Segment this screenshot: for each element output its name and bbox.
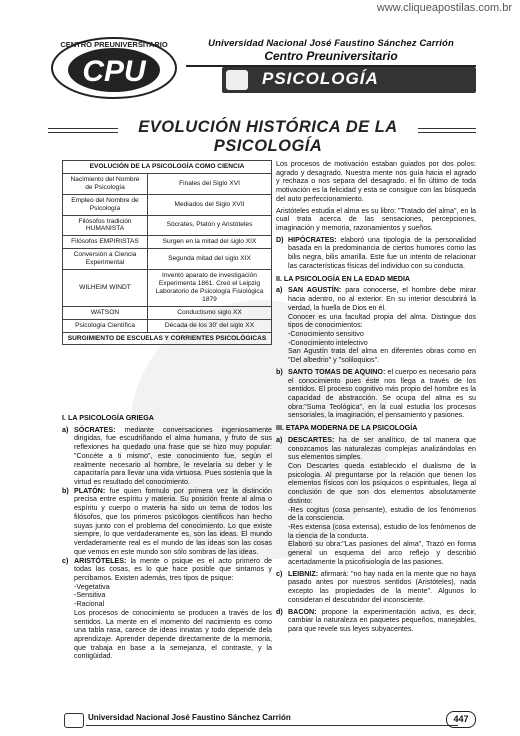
table-cell: Finales del Siglo XVI	[148, 173, 272, 194]
table-cell: Empleo del Nombre de Psicología	[63, 194, 148, 215]
item-marker: a)	[276, 435, 283, 444]
item-label: PLATÓN:	[74, 486, 106, 495]
item-text: Conocer es una facultad propia del alma. Distingue dos tipos de conocimientos:	[288, 312, 476, 330]
footer-logo-icon	[64, 713, 84, 728]
table-row	[63, 194, 272, 215]
list-item	[62, 426, 272, 487]
item-label: DESCARTES:	[288, 435, 335, 444]
table-cell: Filósofos EMPIRISTAS	[63, 236, 148, 249]
page-title-bar	[48, 118, 476, 155]
table-row	[63, 236, 272, 249]
paragraph: Los procesos de motivación estaban guiados por dos polos: agrado y desagrado. Nuestra mente nos guía hacia el agrado y rechaza o nos separa del desagrado. el fin último de toda motivación es la felicidad y esta se consigue con las búsqueda del auto perfeccionamiento.	[276, 160, 476, 203]
page-number: 447	[446, 711, 476, 728]
item-label: SANTO TOMAS DE AQUINO:	[288, 367, 386, 376]
paragraph: Aristóteles estudia el alma es su libro: "Tratado del alma", en la cual trata acerca de las sensaciones, percepciones, imaginación y memoria, razonamientos y sueños.	[276, 206, 476, 233]
item-marker: d)	[276, 607, 283, 616]
table-cell: Psicología Científica	[63, 319, 148, 332]
item-text: la mente o psique es el acto primero de todas las cosas, es lo que hace posible que sintamos y percibamos. Existen además, tres tipos de psique:	[74, 556, 273, 582]
subject-banner	[222, 67, 476, 93]
list-item	[276, 436, 476, 567]
item-marker: a)	[62, 425, 69, 434]
item-text: fue quien formulo por primera vez la distinción precisa entre espíritu y materia. Su posición frente al alma o espíritu y cuerpo o materia ha sido un tema de todos los filósofos, que los primeros psicólogos científicos han hecho suyas junto con el problema del conocimiento. Lo que existe siempre, lo que verdaderamente es, son las ideas. El mundo verdaderamente real es el mundo de las ideas son las cosas que vemos en este mundo son sólo sombras de las ideas.	[74, 486, 272, 556]
list-item	[276, 286, 476, 364]
table-cell: Conductismo siglo XX	[148, 306, 272, 319]
item-text: Elaboró su obra:"Las pasiones del alma", Trazó en forma general un esquema del arco reflejo y describió acertadamente la psicofisiología de las pasiones.	[288, 540, 476, 566]
item-label: HIPÓCRATES:	[288, 235, 337, 244]
table-cell: Década de los 30' del siglo XX	[148, 319, 272, 332]
site-url: www.cliqueapostilas.com.br	[376, 2, 512, 14]
table-cell: Nacimiento del Nombre de Psicología	[63, 173, 148, 194]
list-item	[276, 570, 476, 605]
centro-name: Centro Preuniversitario	[186, 49, 476, 67]
table-row	[63, 249, 272, 270]
table-cell: Inventó aparato de investigación Experimenta 1861. Creó el Leipzig Laboratorio de Psicología Fisiológica 1879	[148, 270, 272, 307]
psique-type: -Vegetativa	[74, 582, 110, 591]
item-text: propone la experimentación activa, es decir, cambiar la naturaleza en paquetes pequeños, manejables, para que revele sus leyes subyacentes.	[288, 607, 477, 633]
item-marker: D)	[276, 235, 284, 244]
table-cell: Conversión a Ciencia Experimental	[63, 249, 148, 270]
res-type: -Res cogitus (cosa pensante), estudio de los fenómenos de la consciencia.	[288, 505, 476, 523]
table-cell: WATSON	[63, 306, 148, 319]
list-item	[276, 368, 476, 420]
item-text: el cuerpo es necesario para el conocimiento pues éste nos llega a través de los sentidos. El proceso cognitivo más propio del hombre es la capacidad de abstracción. Se ocupa del alma es su obra:"Suma Teológica", en la cual estudia los procesos sensoriales, la imaginación, el pensamiento y pasiones.	[288, 367, 476, 420]
list-item	[276, 608, 476, 634]
subject-title: PSICOLOGÍA	[262, 69, 379, 88]
item-label: BACON:	[288, 607, 317, 616]
table-row	[63, 173, 272, 194]
item-text: mediante conversaciones ingeniosamente dirigidas, fue escudriñando el alma humana, y fruto de sus reflexiones ha quedado una frase que se hizo muy popular: "Concéte a ti mismo", este conocimiento fue, según el realmente necesario al hombre, le revelaría su deber y le capacitaría para llevar una vida virtuosa. Pues sostenía que la virtud es resultado del conocimiento.	[74, 425, 273, 487]
table-cell: Sócrates, Platón y Aristóteles	[148, 215, 272, 236]
item-label: ARISTÓTELES:	[74, 556, 127, 565]
right-column	[276, 160, 476, 634]
logo-ring-text: CENTRO PREUNIVERSITARIO	[60, 40, 168, 49]
table-cell: Mediados del Siglo XVII	[148, 194, 272, 215]
page-title: EVOLUCIÓN HISTÓRICA DE LA PSICOLOGÍA	[118, 118, 418, 156]
item-label: SÓCRATES:	[74, 425, 116, 434]
header-right	[186, 38, 476, 67]
table-row	[63, 306, 272, 319]
item-marker: b)	[276, 367, 283, 376]
table-row	[63, 215, 272, 236]
table-cell: Surgen en la mitad del siglo XIX	[148, 236, 272, 249]
table-cell: Filósofos tradición HUMANISTA	[63, 215, 148, 236]
item-text: para conocerse, el hombre debe mirar hacia adentro, no al exterior. En su interior descubrirá la verdad, la huella de Dios en él.	[288, 286, 477, 312]
section-heading: III. ETAPA MODERNA DE LA PSICOLOGÍA	[276, 424, 418, 433]
evolution-table	[62, 160, 272, 345]
item-marker: c)	[276, 569, 283, 578]
res-type: -Res extensa (cosa extensa), estudio de los fenómenos de la ciencia de la conducta.	[288, 523, 476, 540]
table-row	[63, 319, 272, 332]
page-footer	[64, 713, 476, 727]
knowledge-type: -Conocimiento intelectivo	[288, 338, 368, 347]
psique-type: -Sensitiva	[74, 591, 106, 600]
psique-type: -Racional	[74, 600, 105, 609]
item-label: LEIBNIZ:	[288, 569, 319, 578]
item-text: elaboró una tipología de la personalidad basada en la predominancia de ciertos humores como las bilis negra, bilis amarilla. Este fue un intento de relacionar las características físicas del individuo con su conducta.	[288, 235, 476, 270]
table-footer: SURGIMIENTO DE ESCUELAS Y CORRIENTES PSICOLÓGICAS	[63, 332, 272, 345]
knowledge-type: -Conocimiento sensitivo	[288, 329, 364, 338]
table-heading: EVOLUCIÓN DE LA PSICOLOGÍA COMO CIENCIA	[63, 161, 272, 174]
section-heading: I. LA PSICOLOGÍA GRIEGA	[62, 414, 154, 422]
cpu-logo	[48, 34, 180, 100]
table-row	[63, 270, 272, 307]
section-heading: II. LA PSICOLOGÍA EN LA EDAD MEDIA	[276, 274, 411, 283]
logo-cpu-text: CPU	[82, 55, 146, 88]
item-marker: a)	[276, 286, 283, 295]
item-text: Con Descartes queda establecido el dualismo de la psicología. Al preguntarse por la relación que tienen los elementos físicos con los psíquicos o espirituales, llega al conclusión de que son dos elementos absolutamente distinto:	[288, 462, 476, 505]
footer-rule	[86, 725, 458, 726]
list-item	[62, 487, 272, 557]
list-item	[276, 236, 476, 271]
university-name: Universidad Nacional José Faustino Sánchez Carrión	[208, 38, 454, 49]
item-marker: c)	[62, 556, 69, 565]
item-text: afirmará: "no hay nada en la mente que no haya pasado antes por nuestros sentidos (Aristóteles), nada excepto las propiedades de la mente". Algunos lo consideran el descubridor del inconsciente.	[288, 569, 476, 604]
table-cell: WILHEIM WINDT	[63, 270, 148, 307]
item-label: SAN AGUSTÍN:	[288, 286, 342, 295]
list-item	[62, 557, 272, 662]
item-text: ha de ser analítico, de tal manera que conozcamos las naturalezas complejas analizándolas en sus elementos simples.	[288, 435, 476, 462]
footer-university: Universidad Nacional José Faustino Sánchez Carrión	[88, 713, 291, 722]
item-text: San Agustín trata del alma en diferentes obras como en "Del albedrio" y "soliloquios".	[288, 347, 476, 365]
table-cell: Segunda mitad del siglo XIX	[148, 249, 272, 270]
item-text: Los procesos de conocimiento se producen a través de los sentidos. La mente en el momento del nacimiento es como una tabla rasa, carece de ideas innatas y todo depende dela aprendizaje. Aprender depende directamente de la memoria, que trabaja en base a la semejanza, el contraste, y la contigüidad.	[74, 608, 272, 661]
left-column	[62, 410, 272, 661]
item-marker: b)	[62, 486, 69, 495]
university-seal-icon	[226, 70, 248, 90]
